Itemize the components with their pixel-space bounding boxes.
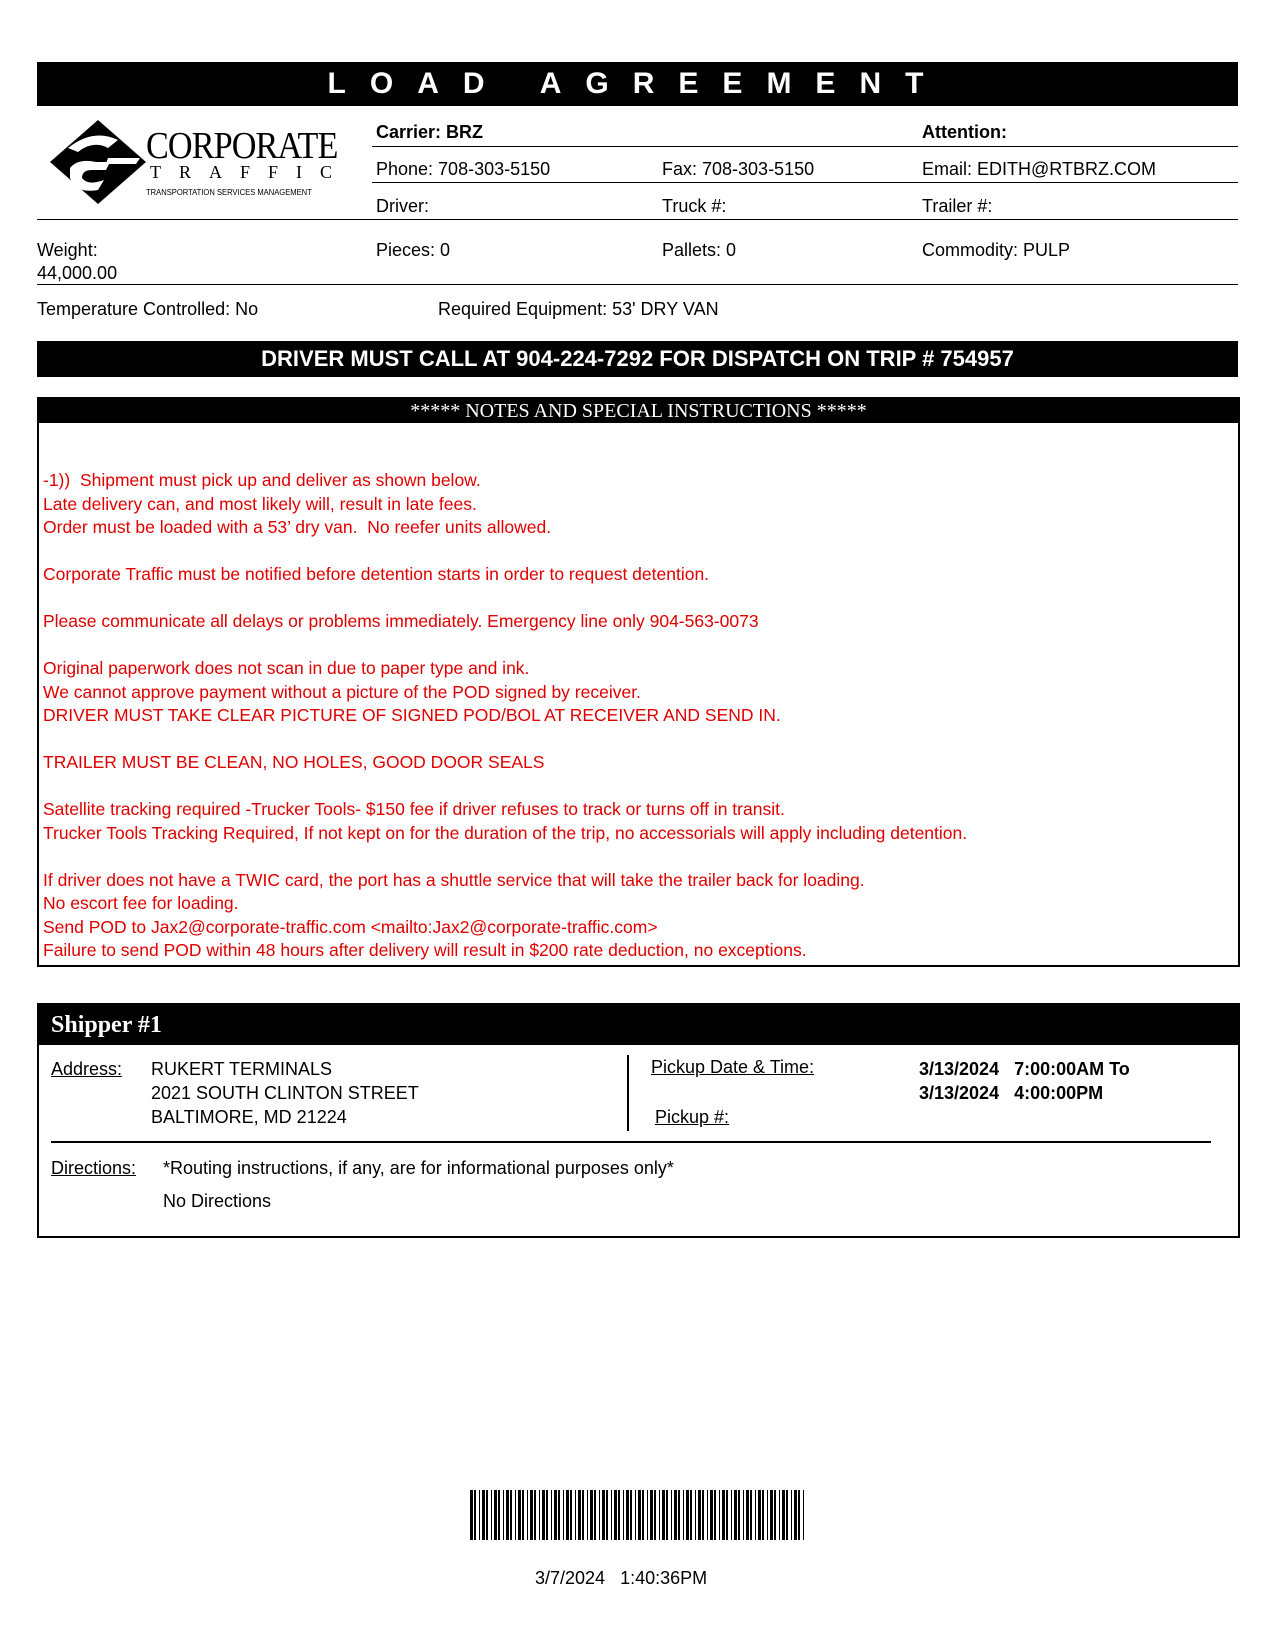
barcode-bar — [791, 1490, 792, 1540]
barcode-bar — [726, 1490, 728, 1540]
note-line — [43, 775, 967, 799]
barcode-bar — [503, 1490, 504, 1540]
directions-label: Directions: — [51, 1158, 137, 1178]
barcode-bar — [746, 1490, 749, 1540]
directions-value: No Directions — [163, 1191, 272, 1211]
divider — [51, 1141, 1211, 1143]
barcode-bar — [518, 1490, 521, 1540]
barcode-bar — [479, 1490, 480, 1540]
barcode-bar — [671, 1490, 672, 1540]
phone-field: Phone: 708-303-5150 — [376, 159, 551, 179]
notes-header: ***** NOTES AND SPECIAL INSTRUCTIONS ***** — [39, 399, 1238, 423]
shipper-header: Shipper #1 — [39, 1005, 1238, 1045]
logo-sub: TRAFFIC — [150, 162, 351, 182]
barcode-bar — [590, 1490, 593, 1540]
barcode-bar — [707, 1490, 708, 1540]
note-line: Corporate Traffic must be notified before detention starts in order to request detention. — [43, 564, 710, 584]
barcode-bar — [470, 1490, 473, 1540]
barcode-bar — [522, 1490, 524, 1540]
barcode-bar — [786, 1490, 788, 1540]
barcode-image — [470, 1490, 806, 1540]
barcode-bar — [714, 1490, 716, 1540]
driver-field: Driver: — [376, 196, 429, 216]
temperature-field: Temperature Controlled: No — [37, 299, 259, 319]
barcode-bar — [650, 1490, 653, 1540]
barcode-bar — [494, 1490, 497, 1540]
barcode-bar — [578, 1490, 581, 1540]
dispatch-banner: DRIVER MUST CALL AT 904-224-7292 FOR DISPATCH ON TRIP # 754957 — [37, 341, 1238, 377]
pickup-to: 3/13/2024 4:00:00PM — [919, 1083, 1104, 1103]
note-line: -1)) Shipment must pick up and deliver as shown below. — [43, 470, 481, 490]
barcode-bar — [626, 1490, 629, 1540]
barcode-bar — [674, 1490, 677, 1540]
barcode-bar — [731, 1490, 732, 1540]
note-line: Send POD to Jax2@corporate-traffic.com <mailto:Jax2@corporate-traffic.com> — [43, 916, 658, 937]
address-line: RUKERT TERMINALS — [151, 1059, 333, 1079]
logo-mark-icon — [48, 118, 148, 206]
barcode-bar — [539, 1490, 540, 1540]
email-field: Email: EDITH@RTBRZ.COM — [922, 159, 1156, 179]
truck-field: Truck #: — [662, 196, 727, 216]
barcode-bar — [606, 1490, 608, 1540]
barcode-bar — [611, 1490, 612, 1540]
note-line: Late delivery can, and most likely will, result in late fees. — [43, 493, 477, 514]
barcode-bar — [599, 1490, 600, 1540]
print-timestamp: 3/7/2024 1:40:36PM — [535, 1568, 708, 1588]
barcode-bar — [534, 1490, 536, 1540]
divider — [372, 182, 1238, 183]
barcode-bar — [710, 1490, 713, 1540]
barcode-bar — [482, 1490, 485, 1540]
document-title: LOAD AGREEMENT — [37, 62, 1238, 106]
barcode-bar — [767, 1490, 768, 1540]
note-line: TRAILER MUST BE CLEAN, NO HOLES, GOOD DOOR SEALS — [43, 752, 545, 772]
barcode-bar — [690, 1490, 692, 1540]
barcode-bar — [722, 1490, 725, 1540]
barcode-bar — [774, 1490, 776, 1540]
barcode-bar — [510, 1490, 512, 1540]
barcode-bar — [803, 1490, 804, 1540]
carrier-field: Carrier: BRZ — [376, 122, 484, 142]
barcode-bar — [770, 1490, 773, 1540]
pickup-from: 3/13/2024 7:00:00AM To — [919, 1059, 1130, 1079]
barcode-bar — [515, 1490, 516, 1540]
divider — [37, 219, 1238, 220]
divider — [37, 284, 1238, 285]
note-line: Satellite tracking required -Trucker Tools- $150 fee if driver refuses to track or turns off in transit. — [43, 799, 785, 819]
barcode-bar — [594, 1490, 596, 1540]
note-line — [43, 845, 967, 869]
note-line: No escort fee for loading. — [43, 893, 239, 913]
note-line: Trucker Tools Tracking Required, If not kept on for the duration of the trip, no accessorials will apply including detention. — [43, 822, 968, 843]
notes-section — [37, 397, 1240, 967]
barcode-bar — [638, 1490, 641, 1540]
barcode-bar — [794, 1490, 797, 1540]
pallets-field: Pallets: 0 — [662, 240, 737, 260]
barcode-bar — [779, 1490, 780, 1540]
barcode-bar — [698, 1490, 701, 1540]
company-logo — [48, 118, 351, 206]
barcode-bar — [750, 1490, 752, 1540]
barcode-bar — [635, 1490, 636, 1540]
logo-tagline: TRANSPORTATION SERVICES MANAGEMENT — [146, 188, 312, 197]
barcode-bar — [755, 1490, 756, 1540]
notes-body — [43, 469, 967, 963]
commodity-field: Commodity: PULP — [922, 240, 1071, 260]
barcode-bar — [558, 1490, 560, 1540]
barcode-bar — [798, 1490, 800, 1540]
shipper-section — [37, 1003, 1240, 1238]
attention-field: Attention: — [922, 122, 1007, 142]
barcode-bar — [570, 1490, 572, 1540]
barcode-bar — [575, 1490, 576, 1540]
barcode-bar — [546, 1490, 548, 1540]
barcode-bar — [491, 1490, 492, 1540]
barcode-bar — [486, 1490, 488, 1540]
note-line — [43, 540, 967, 564]
note-line — [43, 728, 967, 752]
pieces-field: Pieces: 0 — [376, 240, 451, 260]
barcode-bar — [743, 1490, 744, 1540]
fax-field: Fax: 708-303-5150 — [662, 159, 815, 179]
note-line: Original paperwork does not scan in due to paper type and ink. — [43, 658, 530, 678]
barcode-bar — [563, 1490, 564, 1540]
note-line: Failure to send POD within 48 hours after delivery will result in $200 rate deduction, no exceptions. — [43, 940, 807, 960]
barcode-bar — [554, 1490, 557, 1540]
barcode-bar — [582, 1490, 584, 1540]
barcode-bar — [654, 1490, 656, 1540]
equipment-field: Required Equipment: 53' DRY VAN — [438, 299, 719, 319]
barcode-bar — [551, 1490, 552, 1540]
pickup-label: Pickup Date & Time: — [651, 1057, 815, 1077]
weight-value: 44,000.00 — [37, 263, 118, 283]
note-line: DRIVER MUST TAKE CLEAR PICTURE OF SIGNED POD/BOL AT RECEIVER AND SEND IN. — [43, 705, 781, 725]
barcode-bar — [782, 1490, 785, 1540]
barcode-bar — [683, 1490, 684, 1540]
barcode-bar — [762, 1490, 764, 1540]
barcode-bar — [623, 1490, 624, 1540]
barcode-bar — [686, 1490, 689, 1540]
trailer-field: Trailer #: — [922, 196, 993, 216]
note-line: If driver does not have a TWIC card, the port has a shuttle service that will take the trailer back for loading. — [43, 869, 865, 890]
address-label: Address: — [51, 1059, 123, 1079]
barcode-bar — [474, 1490, 476, 1540]
barcode-bar — [758, 1490, 761, 1540]
barcode-bar — [647, 1490, 648, 1540]
barcode-bar — [602, 1490, 605, 1540]
note-line: Order must be loaded with a 53’ dry van. No reefer units allowed. — [43, 517, 552, 537]
barcode-bar — [527, 1490, 528, 1540]
divider — [372, 146, 1238, 147]
barcode-bar — [498, 1490, 500, 1540]
barcode-bar — [642, 1490, 644, 1540]
barcode-bar — [530, 1490, 533, 1540]
barcode-bar — [542, 1490, 545, 1540]
logo-name: CORPORATE — [146, 125, 338, 167]
note-line — [43, 634, 967, 658]
barcode-bar — [662, 1490, 665, 1540]
note-line — [43, 587, 967, 611]
barcode-bar — [630, 1490, 632, 1540]
vertical-divider — [627, 1055, 629, 1131]
barcode-bar — [678, 1490, 680, 1540]
barcode-bar — [666, 1490, 668, 1540]
barcode-bar — [659, 1490, 660, 1540]
barcode-bar — [506, 1490, 509, 1540]
address-line: BALTIMORE, MD 21224 — [151, 1107, 347, 1127]
pickup-number-label: Pickup #: — [655, 1107, 730, 1127]
barcode-bar — [738, 1490, 740, 1540]
address-line: 2021 SOUTH CLINTON STREET — [151, 1083, 419, 1103]
barcode-bar — [566, 1490, 569, 1540]
barcode-bar — [618, 1490, 620, 1540]
barcode-bar — [734, 1490, 737, 1540]
note-line: We cannot approve payment without a picture of the POD signed by receiver. — [43, 681, 641, 702]
barcode-bar — [614, 1490, 617, 1540]
directions-note: *Routing instructions, if any, are for informational purposes only* — [163, 1158, 674, 1178]
note-line: Please communicate all delays or problems immediately. Emergency line only 904-563-0073 — [43, 611, 759, 631]
barcode-bar — [719, 1490, 720, 1540]
barcode-bar — [587, 1490, 588, 1540]
barcode-bar — [702, 1490, 704, 1540]
weight-label: Weight: — [37, 240, 98, 260]
barcode-bar — [695, 1490, 696, 1540]
